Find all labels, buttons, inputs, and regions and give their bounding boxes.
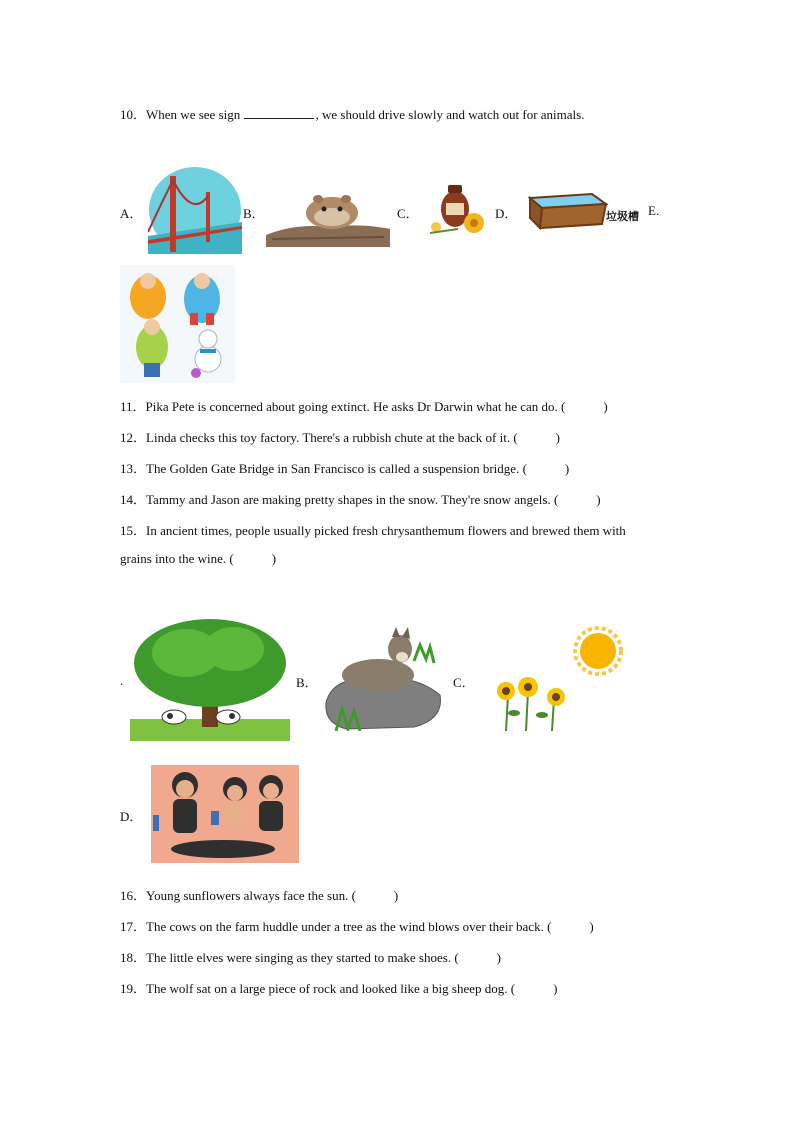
golden-gate-bridge-image (148, 166, 242, 254)
question-text: When we see sign (146, 107, 241, 122)
question-13 (120, 458, 569, 477)
close-paren: ) (553, 981, 558, 996)
question-text: Pika Pete is concerned about going extinct. He asks Dr Darwin what he can do. ( (145, 399, 566, 414)
close-paren: ) (271, 551, 277, 566)
elves-making-shoes-image (151, 765, 299, 863)
question-number: 14． (120, 492, 147, 507)
close-paren: ) (555, 430, 560, 445)
question-text: Young sunflowers always face the sun. ( (146, 888, 356, 903)
sunflowers-and-sun-image (486, 625, 626, 737)
question-number: 13． (120, 461, 147, 476)
question-16 (120, 885, 398, 904)
close-paren: ) (596, 492, 601, 507)
close-paren: ) (496, 950, 501, 965)
question-14 (120, 489, 601, 508)
question-text: The little elves were singing as they started to make shoes. ( (146, 950, 459, 965)
rubbish-chute-image (528, 190, 608, 230)
tree-with-cows-image (130, 615, 290, 741)
option-d-label: D． (495, 206, 518, 221)
option-d-label: D． (120, 809, 143, 824)
question-number: 11． (120, 399, 146, 414)
option-c-label: C． (453, 675, 475, 690)
question-number: 18． (120, 950, 147, 965)
question-15 (120, 520, 626, 539)
close-paren: ) (603, 399, 608, 414)
chrysanthemum-wine-image (428, 183, 490, 237)
question-15-continued (120, 551, 276, 567)
question-number: 12． (120, 430, 147, 445)
option-a-label: A． (120, 206, 143, 221)
option-e-label: E. (648, 203, 660, 218)
question-text: grains into the wine. ( (120, 551, 234, 566)
question-text: Tammy and Jason are making pretty shapes in the snow. They're snow angels. ( (146, 492, 559, 507)
question-text: , we should drive slowly and watch out for animals. (315, 107, 585, 122)
question-17 (120, 916, 594, 935)
question-11 (120, 396, 608, 415)
question-text: The cows on the farm huddle under a tree as the wind blows over their back. ( (146, 919, 552, 934)
question-number: 19． (120, 981, 147, 996)
option-c-label: C． (397, 206, 419, 221)
close-paren: ) (564, 461, 570, 476)
question-12 (120, 427, 560, 446)
question-19 (120, 978, 557, 997)
option-a-label: . (120, 673, 124, 688)
question-number: 17． (120, 919, 147, 934)
answer-blank[interactable] (244, 107, 314, 119)
question-10 (120, 104, 584, 123)
question-text: Linda checks this toy factory. There's a rubbish chute at the back of it. ( (146, 430, 518, 445)
question-text: In ancient times, people usually picked fresh chrysanthemum flowers and brewed them with (146, 523, 626, 538)
question-text: The wolf sat on a large piece of rock and looked like a big sheep dog. ( (146, 981, 516, 996)
option-b-label: B． (243, 206, 265, 221)
question-number: 15． (120, 523, 147, 538)
wolf-on-rock-image (322, 625, 444, 731)
close-paren: ) (393, 888, 399, 903)
question-18 (120, 947, 501, 966)
question-number: 10． (120, 107, 147, 122)
bin-label: 垃圾槽 (606, 210, 639, 223)
snow-angels-image (120, 265, 235, 383)
option-b-label: B． (296, 675, 318, 690)
question-number: 16． (120, 888, 147, 903)
close-paren: ) (589, 919, 594, 934)
question-text: The Golden Gate Bridge in San Francisco is called a suspension bridge. ( (146, 461, 527, 476)
pika-image (266, 183, 390, 247)
